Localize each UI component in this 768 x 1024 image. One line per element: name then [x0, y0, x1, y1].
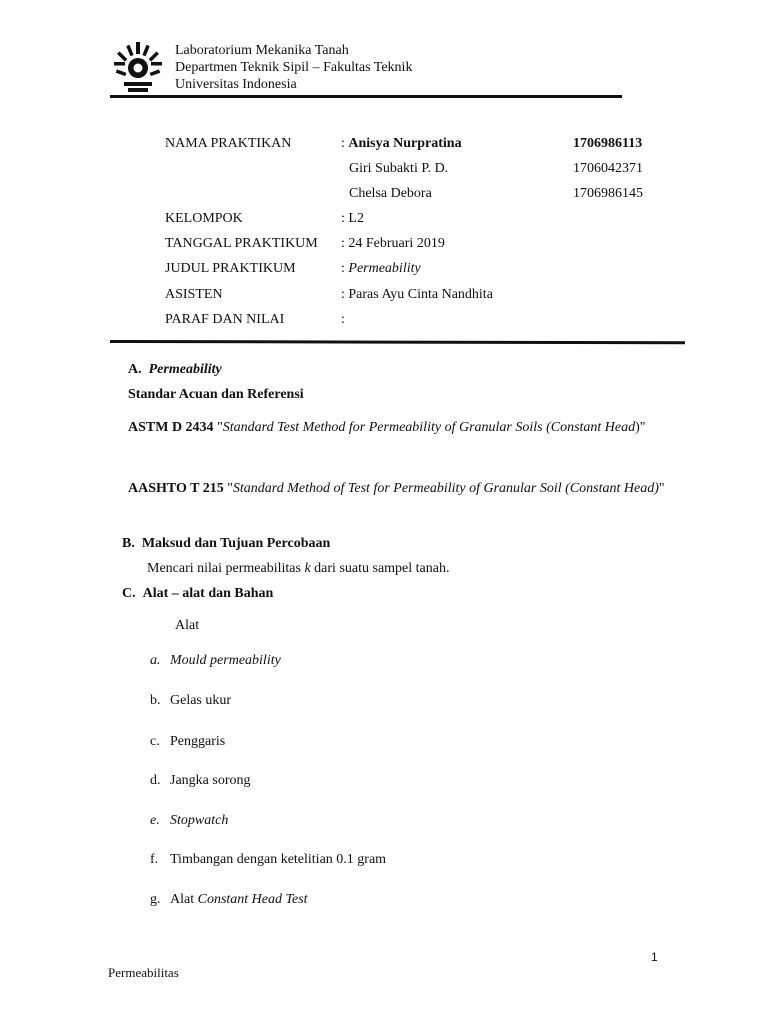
judul-colon: :: [341, 261, 349, 276]
running-footer-title: Permeabilitas: [108, 965, 179, 980]
judul-value: Permeability: [348, 261, 421, 276]
university-logo: [111, 40, 165, 96]
section-b-text: [147, 561, 449, 578]
tanggal-value: : 24 Februari 2019: [341, 236, 445, 251]
asisten-label: ASISTEN: [165, 287, 223, 302]
list-item: [150, 773, 251, 790]
reference-open-quote: ": [213, 420, 223, 435]
paraf-label: PARAF DAN NILAI: [165, 312, 285, 327]
purpose-variable: k: [304, 561, 311, 576]
asisten-value: : Paras Ayu Cinta Nandhita: [341, 287, 493, 302]
list-marker: d.: [150, 773, 161, 788]
kelompok-label: KELOMPOK: [165, 211, 243, 226]
section-c-letter: C.: [122, 586, 136, 601]
department-name: Departmen Teknik Sipil – Fakultas Teknik: [175, 60, 413, 75]
university-name: Universitas Indonesia: [175, 77, 297, 92]
section-a-title: Permeability: [148, 362, 222, 377]
list-item-italic: Stopwatch: [170, 813, 229, 828]
paraf-value: :: [341, 312, 345, 327]
list-marker: c.: [150, 734, 160, 749]
kelompok-value: : L2: [341, 211, 364, 226]
section-a-heading: [128, 362, 222, 379]
section-b-letter: B.: [122, 536, 135, 551]
list-item-italic: Constant Head Test: [197, 892, 308, 907]
nama-row-1: [341, 136, 462, 153]
reference-code: AASHTO T 215: [128, 481, 224, 496]
section-c-title: Alat – alat dan Bahan: [142, 586, 274, 601]
list-item: [150, 892, 308, 909]
member-name-2: Giri Subakti P. D.: [349, 161, 449, 176]
list-marker: e.: [150, 813, 160, 828]
info-divider: [110, 340, 685, 344]
lab-name: Laboratorium Mekanika Tanah: [175, 43, 349, 58]
judul-row: [341, 261, 421, 278]
reference-code: ASTM D 2434: [128, 420, 214, 435]
list-item: [150, 653, 281, 670]
judul-label: JUDUL PRAKTIKUM: [165, 261, 296, 276]
list-marker: b.: [150, 693, 161, 708]
header-divider: [110, 95, 622, 98]
reference-close-quote: ": [658, 481, 665, 496]
section-c-heading: [122, 586, 273, 603]
member-id-2: 1706042371: [573, 161, 643, 176]
member-name-1: Anisya Nurpratina: [348, 136, 462, 151]
nama-label: NAMA PRAKTIKAN: [165, 136, 292, 151]
reference-astm: [128, 417, 668, 438]
list-item-text: Gelas ukur: [170, 693, 232, 708]
list-item-text: Penggaris: [170, 734, 226, 749]
nama-colon: :: [341, 136, 345, 151]
list-item: [150, 693, 231, 710]
section-b-heading: [122, 536, 330, 553]
list-item: [150, 734, 225, 751]
member-name-3: Chelsa Debora: [349, 186, 432, 201]
list-marker: f.: [150, 852, 159, 867]
tanggal-label: TANGGAL PRAKTIKUM: [165, 236, 318, 251]
list-item: [150, 813, 228, 830]
member-id-3: 1706986145: [573, 186, 643, 201]
member-id-1: 1706986113: [573, 136, 643, 151]
reference-title: Standard Method of Test for Permeability of Granular Soil (Constant Head): [232, 481, 659, 496]
list-item: [150, 852, 386, 869]
purpose-text-start: Mencari nilai permeabilitas: [147, 561, 305, 576]
list-marker: g.: [150, 892, 161, 907]
page-number: 1: [651, 950, 658, 964]
reference-title: Standard Test Method for Permeability of Granular Soils (Constant Head: [222, 420, 636, 435]
section-a-letter: A.: [128, 362, 142, 377]
list-item-text: Timbangan dengan ketelitian 0.1 gram: [170, 852, 387, 867]
section-b-title: Maksud dan Tujuan Percobaan: [141, 536, 331, 551]
reference-open-quote: ": [223, 481, 233, 496]
tools-subheading: Alat: [175, 618, 200, 633]
list-item-text: Alat: [170, 892, 198, 907]
list-marker: a.: [150, 653, 161, 668]
section-a-subtitle: Standar Acuan dan Referensi: [128, 387, 304, 402]
reference-aashto: [128, 478, 668, 499]
purpose-text-end: dari suatu sampel tanah.: [310, 561, 450, 576]
list-item-italic: Mould permeability: [170, 653, 281, 668]
reference-close-quote: )": [635, 420, 646, 435]
list-item-text: Jangka sorong: [170, 773, 251, 788]
